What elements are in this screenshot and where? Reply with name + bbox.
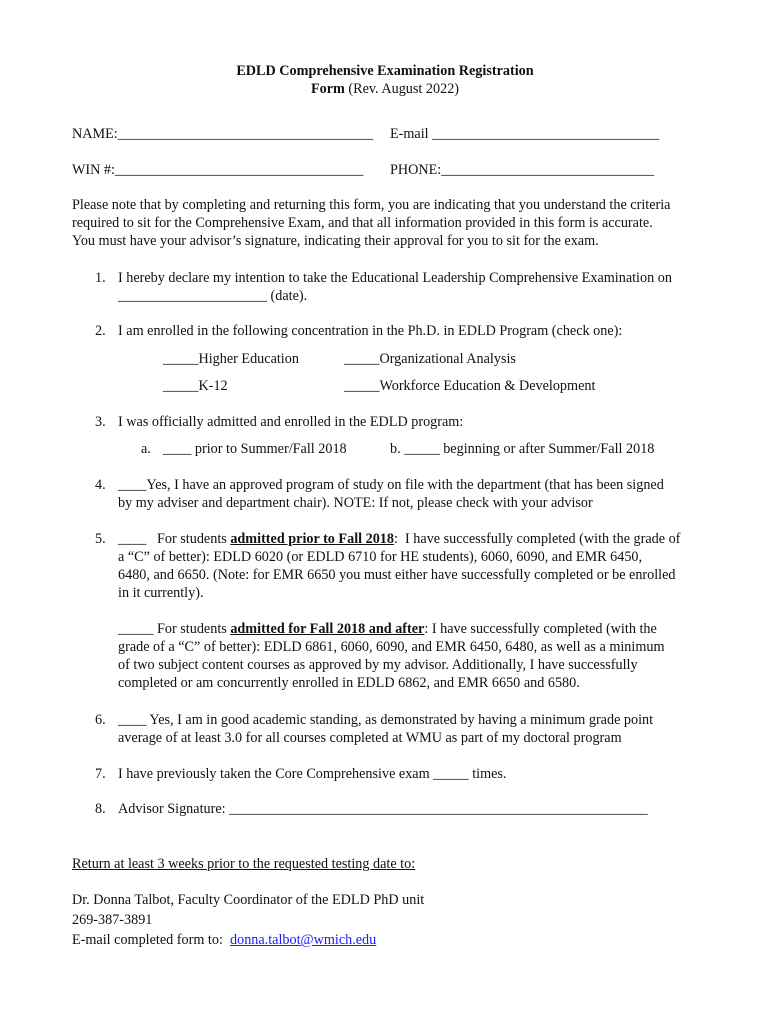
item-4-text[interactable]: ____Yes, I have an approved program of study on file with the department (that has been signed (118, 477, 664, 493)
admitted-after-label: admitted for Fall 2018 and after (230, 621, 425, 637)
item-number: 3. (95, 414, 106, 430)
item-6-text[interactable]: ____ Yes, I am in good academic standing, as demonstrated by having a minimum grade point (118, 712, 654, 728)
option-workforce-education[interactable]: _____Workforce Education & Development (344, 378, 596, 394)
email-field[interactable]: E-mail ________________________________ (390, 126, 660, 142)
exam-date-field[interactable]: _____________________ (date). (118, 288, 308, 304)
item-5-text: grade of a “C” of better): EDLD 6861, 6060, 6090, and EMR 6450, 6480, as well as a minimum (118, 639, 665, 655)
option-prior-2018[interactable]: ____ prior to Summer/Fall 2018 (163, 441, 347, 457)
item-number: 8. (95, 801, 106, 817)
contact-email-line (72, 931, 376, 949)
contact-phone: 269-387-3891 (72, 912, 153, 928)
item-2-text: I am enrolled in the following concentration in the Ph.D. in EDLD Program (check one): (118, 323, 623, 339)
intro-line: required to sit for the Comprehensive Exam, and that all information provided in this form is accurate. (72, 215, 653, 231)
check-blank[interactable]: ____ For students (118, 531, 231, 547)
item-1-text: I hereby declare my intention to take the Educational Leadership Comprehensive Examination on (118, 270, 672, 286)
item-5-text: in it currently). (118, 585, 204, 601)
revision-label: (Rev. August 2022) (344, 81, 460, 97)
item-5-prior-rest: : I have successfully completed (with the grade of (394, 531, 681, 547)
item-5-text: completed or am concurrently enrolled in EDLD 6862, and EMR 6650 and 6580. (118, 675, 580, 691)
item-number: 7. (95, 766, 106, 782)
intro-line: Please note that by completing and returning this form, you are indicating that you understand the criteria (72, 197, 671, 213)
form-label: Form (310, 81, 345, 97)
item-3-text: I was officially admitted and enrolled in the EDLD program: (118, 414, 464, 430)
name-field[interactable]: NAME:____________________________________ (72, 126, 374, 142)
advisor-signature-field[interactable]: Advisor Signature: ___________________________________________________________ (118, 801, 648, 817)
item-5-after-text[interactable] (118, 620, 657, 638)
item-6-text: average of at least 3.0 for all courses completed at WMU as part of my doctoral program (118, 730, 622, 746)
form-subtitle (0, 80, 770, 98)
item-7-text[interactable]: I have previously taken the Core Comprehensive exam _____ times. (118, 766, 507, 782)
option-higher-education[interactable]: _____Higher Education (163, 351, 299, 367)
item-number: 6. (95, 712, 106, 728)
win-field[interactable]: WIN #:___________________________________ (72, 162, 364, 178)
return-note: Return at least 3 weeks prior to the requested testing date to: (72, 856, 416, 872)
item-5-prior-text[interactable] (118, 530, 680, 548)
intro-line: You must have your advisor’s signature, indicating their approval for you to sit for the exam. (72, 233, 599, 249)
item-5-text: a “C” of better): EDLD 6020 (or EDLD 6710 for HE students), 6060, 6090, and EMR 6450, (118, 549, 643, 565)
item-number: 4. (95, 477, 106, 493)
item-5-text: 6480, and 6650. (Note: for EMR 6650 you must either have successfully completed or be enrolled (118, 567, 676, 583)
form-title: EDLD Comprehensive Examination Registration (236, 63, 534, 79)
email-link[interactable]: donna.talbot@wmich.edu (230, 932, 377, 948)
option-a-label: a. (141, 441, 151, 457)
item-number: 5. (95, 531, 106, 547)
contact-name: Dr. Donna Talbot, Faculty Coordinator of the EDLD PhD unit (72, 892, 425, 908)
email-label: E-mail completed form to: (72, 932, 230, 948)
item-5-text: of two subject content courses as approved by my advisor. Additionally, I have successfully (118, 657, 638, 673)
check-blank[interactable]: _____ For students (118, 621, 231, 637)
item-4-text: by my adviser and department chair). NOTE: If not, please check with your advisor (118, 495, 593, 511)
option-k12[interactable]: _____K-12 (163, 378, 228, 394)
item-5-after-rest: : I have successfully completed (with the (424, 621, 657, 637)
option-after-2018[interactable]: b. _____ beginning or after Summer/Fall 2018 (390, 441, 655, 457)
item-number: 1. (95, 270, 106, 286)
phone-field[interactable]: PHONE:______________________________ (390, 162, 655, 178)
admitted-prior-label: admitted prior to Fall 2018 (230, 531, 394, 547)
option-organizational-analysis[interactable]: _____Organizational Analysis (344, 351, 516, 367)
item-number: 2. (95, 323, 106, 339)
